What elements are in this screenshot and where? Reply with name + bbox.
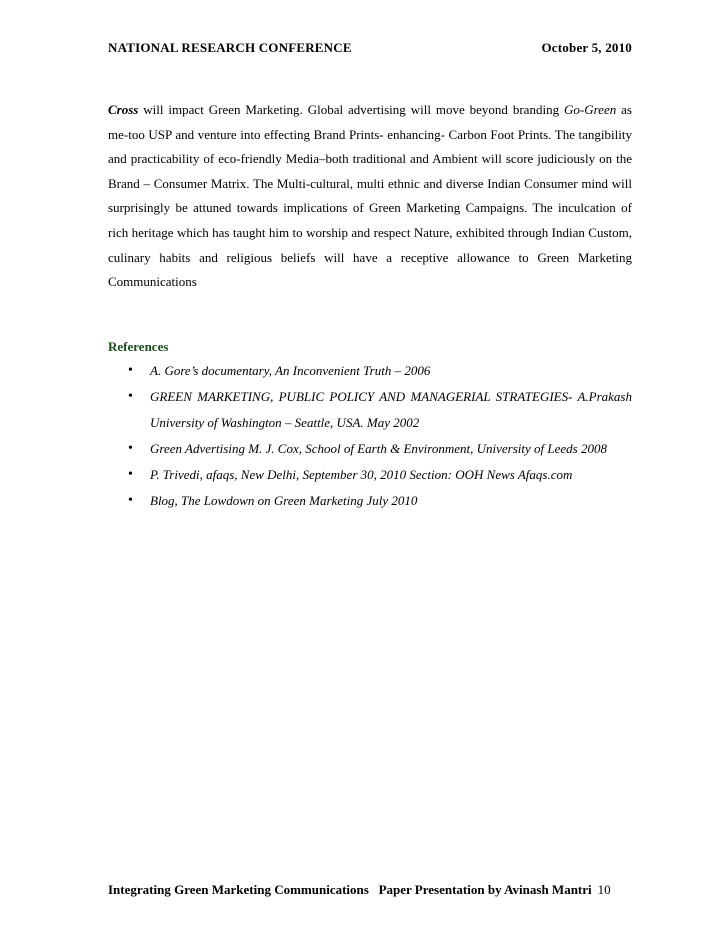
page-footer	[108, 882, 668, 898]
reference-item	[108, 436, 632, 462]
references-list	[108, 358, 632, 514]
page-number: 10	[597, 882, 611, 897]
bullet-icon: •	[128, 467, 133, 482]
reference-item	[108, 358, 632, 384]
body-text-part-2: as me-too USP and venture into effecting Brand Prints- enhancing- Carbon Foot Prints. The tangibility and practicability of eco-friendly Media–both traditional and Ambient will score judiciously on the Brand – Consumer Matrix. The Multi-cultural, multi ethnic and diverse Indian Consumer mind will surprisingly be attuned towards implications of Green Marketing Campaigns. The inculcation of rich heritage which has taught him to worship and respect Nature, exhibited through Indian Custom, culinary habits and religious beliefs will have a receptive allowance to Green Marketing Communications	[108, 102, 632, 290]
reference-text: Blog, The Lowdown on Green Marketing July 2010	[150, 493, 418, 508]
reference-text: P. Trivedi, afaqs, New Delhi, September 30, 2010 Section: OOH News Afaqs.com	[150, 467, 573, 482]
reference-text: A. Gore’s documentary, An Inconvenient Truth – 2006	[150, 363, 431, 378]
footer-text: Integrating Green Marketing Communications Paper Presentation by Avinash Mantri	[108, 882, 592, 897]
bullet-icon: •	[128, 363, 133, 378]
references-heading: References	[108, 339, 169, 354]
body-paragraph	[108, 98, 632, 295]
conference-title: NATIONAL RESEARCH CONFERENCE	[108, 40, 352, 55]
reference-item	[108, 462, 632, 488]
reference-text: GREEN MARKETING, PUBLIC POLICY AND MANAGERIAL STRATEGIES- A.Prakash University of Washington – Seattle, USA. May 2002	[150, 389, 632, 430]
reference-item	[108, 488, 632, 514]
bullet-icon: •	[128, 441, 133, 456]
bullet-icon: •	[128, 493, 133, 508]
lead-word: Cross	[108, 102, 139, 117]
header-date: October 5, 2010	[541, 40, 632, 55]
reference-item	[108, 384, 632, 436]
go-green-term: Go-Green	[564, 102, 617, 117]
reference-text: Green Advertising M. J. Cox, School of Earth & Environment, University of Leeds 2008	[150, 441, 607, 456]
bullet-icon: •	[128, 389, 133, 404]
body-text-part-1: will impact Green Marketing. Global advertising will move beyond branding	[138, 102, 564, 117]
